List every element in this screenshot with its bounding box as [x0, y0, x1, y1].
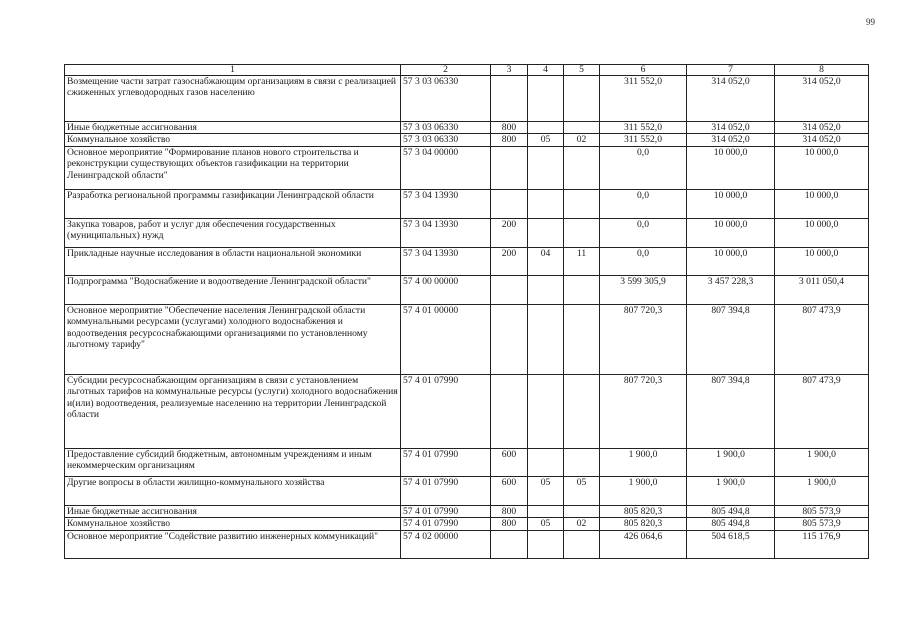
row-vr-cell: 800 [491, 518, 528, 530]
row-value-col6: 0,0 [600, 218, 687, 247]
row-code-cell: 57 3 04 13930 [401, 247, 491, 275]
page-number: 99 [866, 17, 875, 27]
row-value-col6: 0,0 [600, 146, 687, 189]
row-value-col7: 314 052,0 [687, 122, 775, 134]
row-vr-cell [491, 189, 528, 218]
row-pr-cell: 05 [564, 476, 600, 505]
row-value-col8: 314 052,0 [775, 76, 869, 122]
table-row [65, 247, 869, 275]
row-value-col8: 314 052,0 [775, 134, 869, 146]
row-value-col6: 311 552,0 [600, 122, 687, 134]
row-rz-cell [528, 76, 564, 122]
row-value-col6: 805 820,3 [600, 505, 687, 517]
column-header: 7 [687, 65, 775, 76]
row-pr-cell: 02 [564, 518, 600, 530]
row-value-col7: 314 052,0 [687, 134, 775, 146]
row-value-col8: 314 052,0 [775, 122, 869, 134]
table-row [65, 304, 869, 374]
row-name-cell: Другие вопросы в области жилищно-коммунального хозяйства [65, 476, 401, 505]
row-name-cell: Прикладные научные исследования в области национальной экономики [65, 247, 401, 275]
row-rz-cell [528, 530, 564, 558]
row-value-col7: 807 394,8 [687, 304, 775, 374]
row-code-cell: 57 3 04 13930 [401, 218, 491, 247]
row-value-col6: 3 599 305,9 [600, 275, 687, 304]
row-value-col8: 805 573,9 [775, 518, 869, 530]
column-header: 1 [65, 65, 401, 76]
row-rz-cell [528, 304, 564, 374]
row-value-col6: 0,0 [600, 189, 687, 218]
row-value-col7: 10 000,0 [687, 189, 775, 218]
row-value-col8: 10 000,0 [775, 189, 869, 218]
row-rz-cell: 04 [528, 247, 564, 275]
row-name-cell: Иные бюджетные ассигнования [65, 122, 401, 134]
row-value-col6: 0,0 [600, 247, 687, 275]
column-header: 3 [491, 65, 528, 76]
row-vr-cell: 200 [491, 218, 528, 247]
row-value-col6: 807 720,3 [600, 374, 687, 448]
row-pr-cell [564, 275, 600, 304]
row-pr-cell [564, 374, 600, 448]
row-rz-cell: 05 [528, 134, 564, 146]
row-pr-cell [564, 122, 600, 134]
table-row [65, 530, 869, 558]
row-rz-cell [528, 122, 564, 134]
row-value-col7: 807 394,8 [687, 374, 775, 448]
row-value-col8: 1 900,0 [775, 476, 869, 505]
row-name-cell: Иные бюджетные ассигнования [65, 505, 401, 517]
table-row [65, 505, 869, 517]
row-rz-cell [528, 448, 564, 476]
table-row [65, 76, 869, 122]
row-name-cell: Разработка региональной программы газификации Ленинградской области [65, 189, 401, 218]
row-pr-cell [564, 218, 600, 247]
row-pr-cell [564, 189, 600, 218]
row-vr-cell: 600 [491, 448, 528, 476]
row-value-col8: 115 176,9 [775, 530, 869, 558]
row-value-col8: 3 011 050,4 [775, 275, 869, 304]
row-rz-cell [528, 374, 564, 448]
row-name-cell: Предоставление субсидий бюджетным, автономным учреждениям и иным некоммерческим организациям [65, 448, 401, 476]
column-header: 8 [775, 65, 869, 76]
row-value-col8: 1 900,0 [775, 448, 869, 476]
row-value-col8: 807 473,9 [775, 374, 869, 448]
row-value-col8: 10 000,0 [775, 218, 869, 247]
row-vr-cell: 800 [491, 505, 528, 517]
row-vr-cell [491, 146, 528, 189]
table-row [65, 218, 869, 247]
row-pr-cell [564, 448, 600, 476]
row-code-cell: 57 4 01 07990 [401, 505, 491, 517]
table-row [65, 146, 869, 189]
row-code-cell: 57 4 01 07990 [401, 518, 491, 530]
table-row [65, 476, 869, 505]
row-name-cell: Основное мероприятие "Формирование планов нового строительства и реконструкции существующих объектов газификации на территории Ленинградской области" [65, 146, 401, 189]
table-row [65, 134, 869, 146]
row-code-cell: 57 3 03 06330 [401, 134, 491, 146]
row-pr-cell [564, 146, 600, 189]
column-header: 6 [600, 65, 687, 76]
row-name-cell: Коммунальное хозяйство [65, 134, 401, 146]
row-value-col6: 805 820,3 [600, 518, 687, 530]
row-name-cell: Основное мероприятие "Содействие развитию инженерных коммуникаций" [65, 530, 401, 558]
row-rz-cell [528, 146, 564, 189]
row-value-col7: 10 000,0 [687, 247, 775, 275]
row-value-col7: 10 000,0 [687, 218, 775, 247]
row-value-col7: 504 618,5 [687, 530, 775, 558]
row-code-cell: 57 4 01 07990 [401, 448, 491, 476]
row-pr-cell [564, 304, 600, 374]
row-name-cell: Субсидии ресурсоснабжающим организациям в связи с установлением льготных тарифов на коммунальные ресурсы (услуги) холодного водоснабжения и(или) водоотведения, реализуемые населению на территории Ленинградской области [65, 374, 401, 448]
row-vr-cell [491, 530, 528, 558]
table-row [65, 518, 869, 530]
row-code-cell: 57 3 04 13930 [401, 189, 491, 218]
row-value-col6: 426 064,6 [600, 530, 687, 558]
row-value-col6: 1 900,0 [600, 476, 687, 505]
row-vr-cell [491, 275, 528, 304]
row-value-col6: 311 552,0 [600, 134, 687, 146]
row-code-cell: 57 3 04 00000 [401, 146, 491, 189]
row-rz-cell [528, 505, 564, 517]
row-vr-cell: 600 [491, 476, 528, 505]
row-code-cell: 57 3 03 06330 [401, 76, 491, 122]
row-code-cell: 57 4 00 00000 [401, 275, 491, 304]
row-pr-cell [564, 505, 600, 517]
row-pr-cell [564, 76, 600, 122]
row-value-col7: 1 900,0 [687, 476, 775, 505]
row-value-col8: 10 000,0 [775, 146, 869, 189]
row-rz-cell [528, 218, 564, 247]
row-code-cell: 57 3 03 06330 [401, 122, 491, 134]
row-value-col8: 807 473,9 [775, 304, 869, 374]
row-value-col6: 807 720,3 [600, 304, 687, 374]
row-code-cell: 57 4 01 00000 [401, 304, 491, 374]
row-name-cell: Возмещение части затрат газоснабжающим организациям в связи с реализацией сжиженных углеводородных газов населению [65, 76, 401, 122]
row-vr-cell: 200 [491, 247, 528, 275]
table-row [65, 122, 869, 134]
column-header: 4 [528, 65, 564, 76]
row-value-col7: 1 900,0 [687, 448, 775, 476]
row-value-col6: 311 552,0 [600, 76, 687, 122]
row-rz-cell [528, 189, 564, 218]
row-rz-cell [528, 275, 564, 304]
row-name-cell: Коммунальное хозяйство [65, 518, 401, 530]
row-value-col7: 314 052,0 [687, 76, 775, 122]
column-header: 5 [564, 65, 600, 76]
row-rz-cell: 05 [528, 476, 564, 505]
row-pr-cell: 11 [564, 247, 600, 275]
table-row [65, 275, 869, 304]
row-vr-cell: 800 [491, 122, 528, 134]
row-name-cell: Закупка товаров, работ и услуг для обеспечения государственных (муниципальных) нужд [65, 218, 401, 247]
row-value-col7: 3 457 228,3 [687, 275, 775, 304]
row-vr-cell: 800 [491, 134, 528, 146]
column-header-row [65, 65, 869, 76]
row-value-col6: 1 900,0 [600, 448, 687, 476]
table-row [65, 374, 869, 448]
row-code-cell: 57 4 01 07990 [401, 374, 491, 448]
row-name-cell: Подпрограмма "Водоснабжение и водоотведение Ленинградской области" [65, 275, 401, 304]
row-value-col7: 805 494,8 [687, 505, 775, 517]
row-vr-cell [491, 304, 528, 374]
row-vr-cell [491, 76, 528, 122]
row-value-col7: 10 000,0 [687, 146, 775, 189]
row-code-cell: 57 4 01 07990 [401, 476, 491, 505]
row-code-cell: 57 4 02 00000 [401, 530, 491, 558]
row-value-col8: 10 000,0 [775, 247, 869, 275]
budget-table [64, 64, 869, 559]
table-row [65, 189, 869, 218]
row-pr-cell: 02 [564, 134, 600, 146]
row-value-col8: 805 573,9 [775, 505, 869, 517]
column-header: 2 [401, 65, 491, 76]
table-row [65, 448, 869, 476]
row-pr-cell [564, 530, 600, 558]
row-value-col7: 805 494,8 [687, 518, 775, 530]
row-name-cell: Основное мероприятие "Обеспечение населения Ленинградской области коммунальными ресурсами (услугами) холодного водоснабжения и водоотведения ресурсоснабжающими организациями по установленному льготному тарифу" [65, 304, 401, 374]
row-rz-cell: 05 [528, 518, 564, 530]
row-vr-cell [491, 374, 528, 448]
